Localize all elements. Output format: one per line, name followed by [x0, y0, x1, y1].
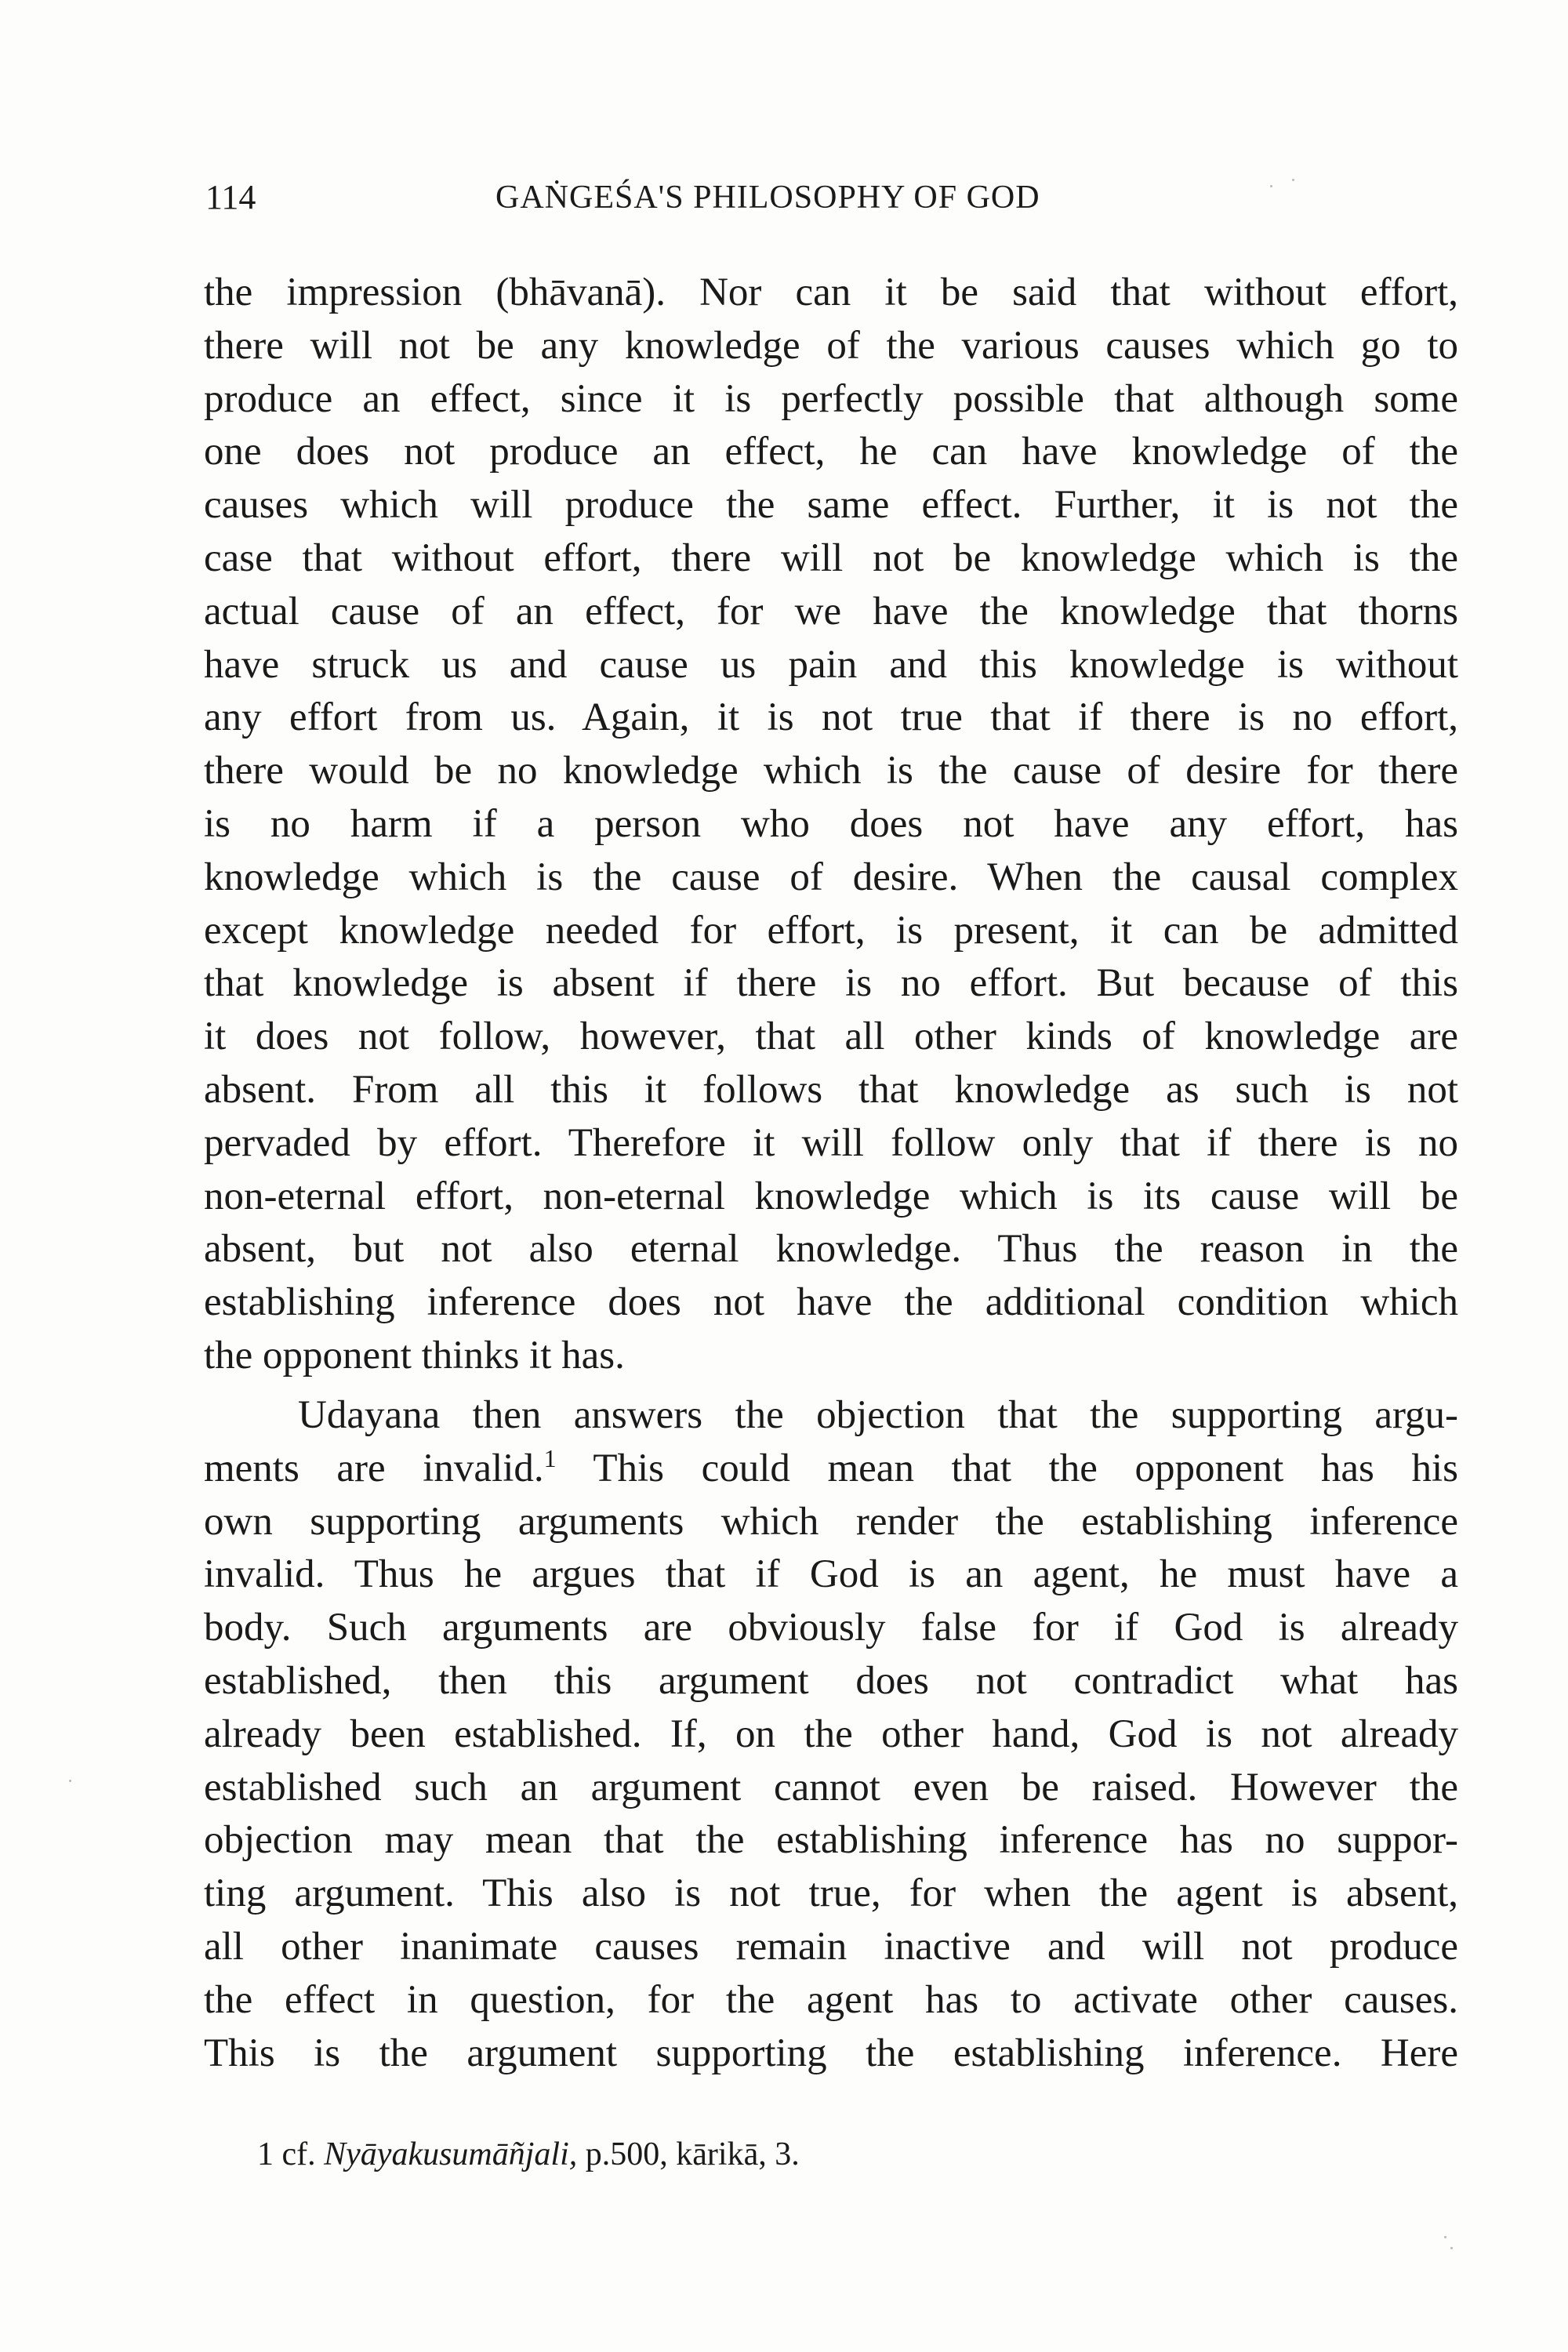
text-line: causes which will produce the same effect. Further, it is not the [204, 483, 1458, 528]
text-line: own supporting arguments which render the establishing inference [204, 1499, 1458, 1544]
text-line: the impression (bhāvanā). Nor can it be said that without effort, [204, 270, 1458, 314]
page-number: 114 [205, 178, 256, 216]
text-line: actual cause of an effect, for we have the knowledge that thorns [204, 589, 1458, 633]
text-line: non-eternal effort, non-eternal knowledge which is its cause will be [204, 1174, 1458, 1218]
text-line: already been established. If, on the other hand, God is not already [204, 1711, 1458, 1756]
text-line: knowledge which is the cause of desire. When the causal complex [204, 855, 1458, 899]
text-line: established such an argument cannot even be raised. However the [204, 1765, 1458, 1809]
text-line: produce an effect, since it is perfectly possible that although some [204, 376, 1458, 421]
text-line: pervaded by effort. Therefore it will follow only that if there is no [204, 1120, 1458, 1165]
text-fragment: This could mean that the opponent has his [556, 1446, 1458, 1490]
footnote-prefix: cf. [281, 2136, 316, 2172]
text-line: is no harm if a person who does not have any effort, has [204, 801, 1458, 846]
text-line: objection may mean that the establishing inference has no suppor- [204, 1818, 1458, 1863]
text-fragment: ments are invalid. [204, 1446, 544, 1490]
text-line: any effort from us. Again, it is not true that if there is no effort, [204, 695, 1458, 740]
text-line: except knowledge needed for effort, is present, it can be admitted [204, 908, 1458, 953]
text-line: invalid. Thus he argues that if God is an agent, he must have a [204, 1552, 1458, 1597]
text-line: one does not produce an effect, he can have knowledge of the [204, 430, 1458, 474]
text-line: have struck us and cause us pain and this knowledge is without [204, 642, 1458, 687]
text-line: the effect in question, for the agent has to activate other causes. [204, 1977, 1458, 2022]
text-line: all other inanimate causes remain inactive and will not produce [204, 1924, 1458, 1969]
print-speck [1292, 179, 1294, 181]
footnote-source-title: Nyāyakusumāñjali, [324, 2136, 578, 2172]
text-line: case that without effort, there will not be knowledge which is the [204, 535, 1458, 580]
print-speck [1270, 185, 1272, 187]
text-line: there would be no knowledge which is the cause of desire for there [204, 749, 1458, 793]
text-line: it does not follow, however, that all other kinds of knowledge are [204, 1014, 1458, 1059]
text-line: established, then this argument does not contradict what has [204, 1658, 1458, 1703]
text-line: body. Such arguments are obviously false for if God is already [204, 1606, 1458, 1650]
footnote-marker: 1 [543, 1443, 557, 1472]
text-line: Udayana then answers the objection that the supporting argu- [298, 1393, 1458, 1437]
text-line: ting argument. This also is not true, for when the agent is absent, [204, 1871, 1458, 1916]
text-line: the opponent thinks it has. [204, 1333, 625, 1377]
text-line: there will not be any knowledge of the various causes which go to [204, 323, 1458, 368]
print-speck [1450, 2247, 1453, 2249]
text-line: that knowledge is absent if there is no effort. But because of this [204, 961, 1458, 1006]
print-speck [1444, 2236, 1446, 2238]
text-line: This is the argument supporting the establishing inference. Here [204, 2031, 1458, 2075]
running-head [205, 174, 1460, 221]
text-line: establishing inference does not have the additional condition which [204, 1280, 1458, 1325]
text-line-with-note [204, 1443, 1458, 1496]
running-title: GAṄGEŚA'S PHILOSOPHY OF GOD [495, 180, 1040, 216]
text-line: absent. From all this it follows that knowledge as such is not [204, 1067, 1458, 1112]
paragraph-2 [204, 1389, 1458, 2080]
footnote-reference: p.500, kārikā, 3. [585, 2136, 800, 2172]
text-line: absent, but not also eternal knowledge. Thus the reason in the [204, 1227, 1458, 1272]
paragraph-1 [204, 267, 1458, 1383]
footnote-number: 1 [257, 2136, 274, 2172]
footnote [257, 2132, 800, 2176]
print-speck [69, 1780, 71, 1782]
